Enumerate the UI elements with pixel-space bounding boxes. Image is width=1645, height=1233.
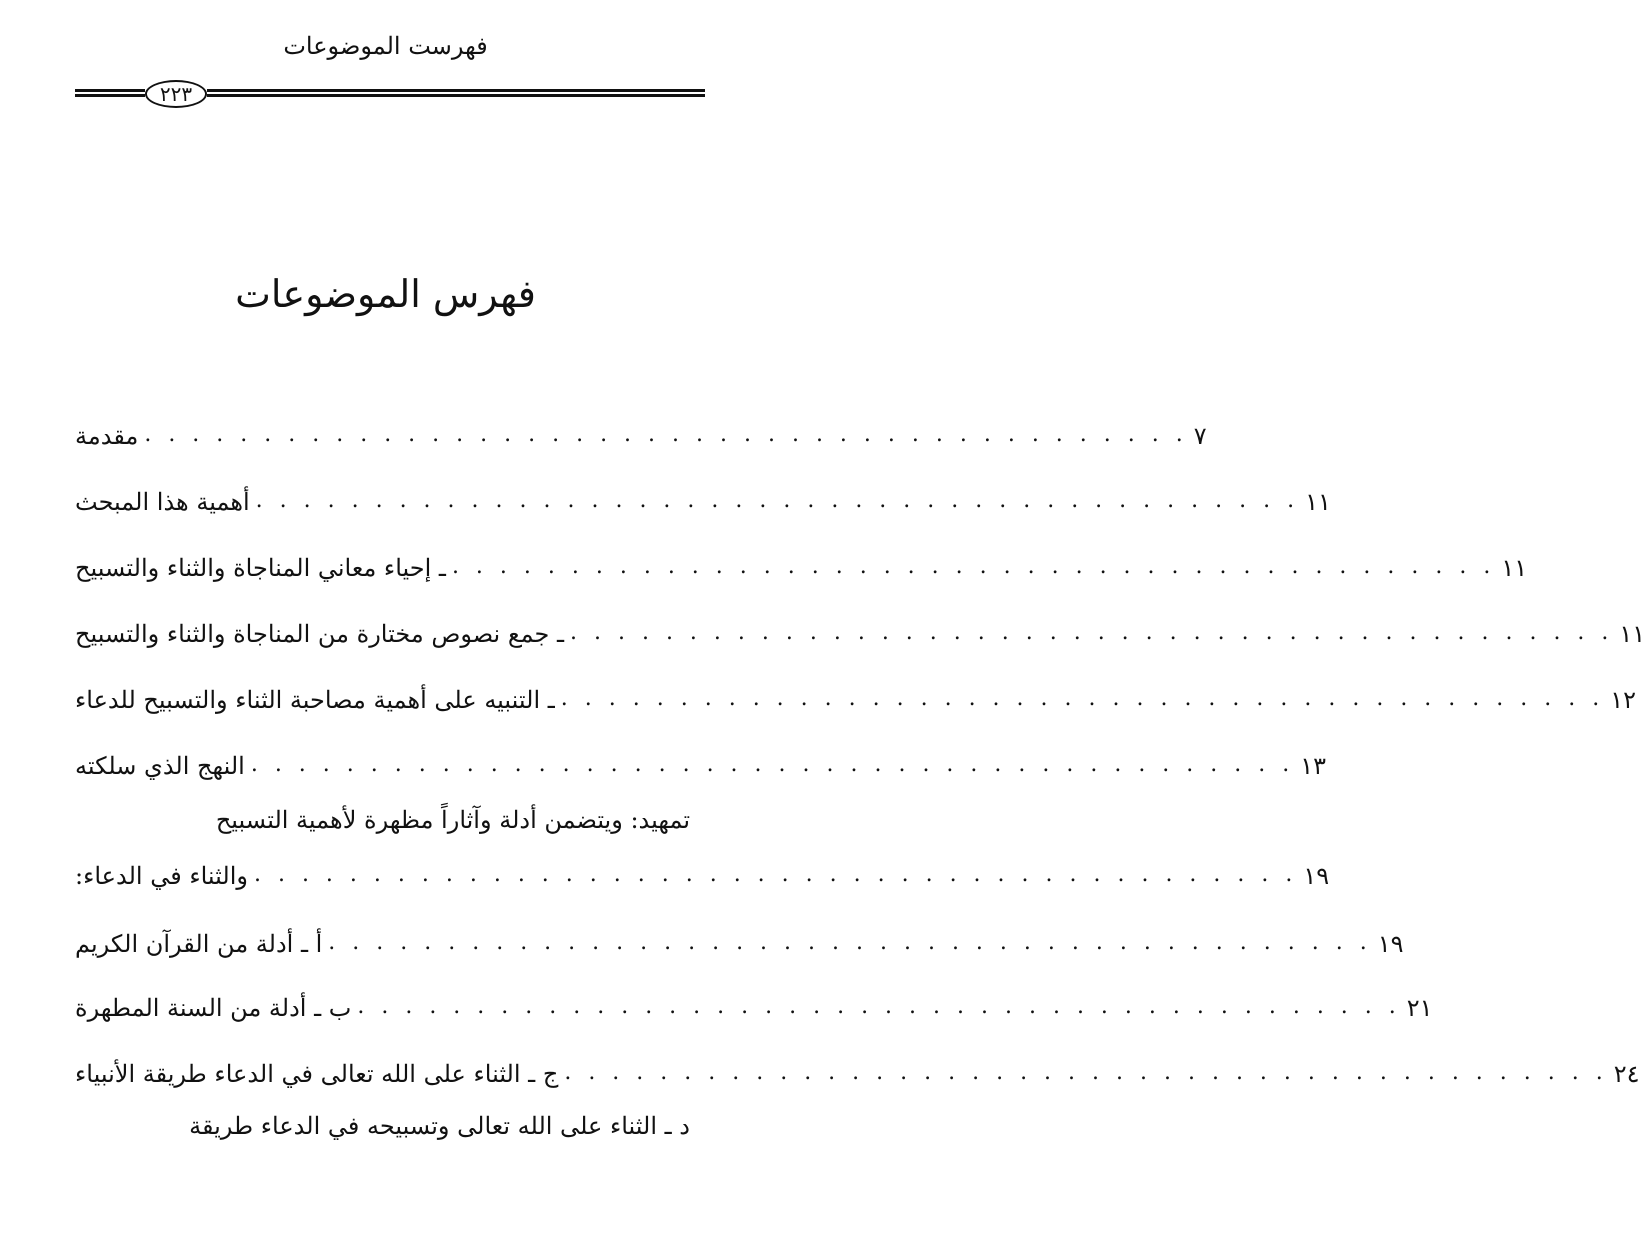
toc-entry-dots: . . . . . . . . . . . . . . . . . . . . . . . . . . . . . . . . . . . . . . . . . . . . (144, 422, 1188, 447)
toc-entry-page: ١١ (1305, 488, 1331, 516)
page-number: ٢٢٣ (145, 80, 207, 108)
toc-entry-page: ٢٤ (1613, 1060, 1640, 1088)
toc-entry-text: أهمية هذا المبحث (75, 488, 250, 516)
toc-last-line: د ـ الثناء على الله تعالى وتسبيحه في الدعاء طريقة (189, 1112, 690, 1140)
toc-entry-dots: . . . . . . . . . . . . . . . . . . . . . . . . . . . . . . . . . . . . . . . . . . . . (255, 488, 1300, 513)
toc-entry (75, 1048, 1640, 1088)
toc-entry-page: ١٩ (1377, 930, 1404, 958)
toc-entry (75, 410, 1207, 450)
toc-entry-page: ١٢ (1610, 686, 1636, 714)
toc-entry-text: النهج الذي سلكته (75, 752, 245, 780)
toc-entry (75, 982, 1433, 1022)
header-rule-right (207, 89, 705, 97)
toc-entry-text: أ ـ أدلة من القرآن الكريم (75, 930, 323, 958)
toc-entry-dots: . . . . . . . . . . . . . . . . . . . . . . . . . . . . . . . . . . . . . . . . . . . . (328, 930, 1372, 955)
toc-entry-page: ١١ (1619, 620, 1645, 648)
header-rule-left (75, 89, 145, 97)
toc-entry (75, 850, 1330, 890)
toc-entry-text: ـ جمع نصوص مختارة من المناجاة والثناء والتسبيح (75, 620, 564, 648)
toc-entry-dots: . . . . . . . . . . . . . . . . . . . . . . . . . . . . . . . . . . . . . . . . . . . . (250, 752, 1295, 777)
toc-entry-page: ٢١ (1406, 994, 1433, 1022)
running-header: فهرست الموضوعات (283, 32, 488, 60)
toc-entry (75, 674, 1636, 714)
header-rule (75, 80, 705, 108)
toc-entry-text: ب ـ أدلة من السنة المطهرة (75, 994, 352, 1022)
toc-entry (75, 476, 1331, 516)
toc-entry-page: ٧ (1193, 422, 1207, 450)
toc-entry-dots: . . . . . . . . . . . . . . . . . . . . . . . . . . . . . . . . . . . . . . . . . . . . (570, 620, 1614, 645)
toc-entry-text: ج ـ الثناء على الله تعالى في الدعاء طريقة الأنبياء (75, 1060, 559, 1088)
toc-entry-dots: . . . . . . . . . . . . . . . . . . . . . . . . . . . . . . . . . . . . . . . . . . . . (564, 1060, 1608, 1085)
toc-entry-dots: . . . . . . . . . . . . . . . . . . . . . . . . . . . . . . . . . . . . . . . . . . . . (253, 862, 1298, 887)
toc-entry-page: ١١ (1501, 554, 1528, 582)
toc-entry-page: ١٣ (1300, 752, 1327, 780)
toc-entry-text: ـ التنبيه على أهمية مصاحبة الثناء والتسبيح للدعاء (75, 686, 555, 714)
toc-entry (75, 608, 1645, 648)
toc-title: فهرس الموضوعات (235, 272, 536, 316)
toc-entry-dots: . . . . . . . . . . . . . . . . . . . . . . . . . . . . . . . . . . . . . . . . . . . . (560, 686, 1605, 711)
toc-entry-text: ـ إحياء معاني المناجاة والثناء والتسبيح (75, 554, 446, 582)
toc-tamheed-line: تمهيد: ويتضمن أدلة وآثاراً مظهرة لأهمية التسبيح (215, 806, 690, 834)
toc-entry (75, 918, 1404, 958)
toc-entry-dots: . . . . . . . . . . . . . . . . . . . . . . . . . . . . . . . . . . . . . . . . . . . . (451, 554, 1496, 579)
toc-entry-page: ١٩ (1303, 862, 1330, 890)
toc-entry (75, 542, 1528, 582)
toc-entry-text: والثناء في الدعاء: (75, 862, 248, 890)
toc-entry-dots: . . . . . . . . . . . . . . . . . . . . . . . . . . . . . . . . . . . . . . . . . . . . (357, 994, 1401, 1019)
toc-entry (75, 740, 1327, 780)
toc-entry-text: مقدمة (75, 422, 139, 450)
